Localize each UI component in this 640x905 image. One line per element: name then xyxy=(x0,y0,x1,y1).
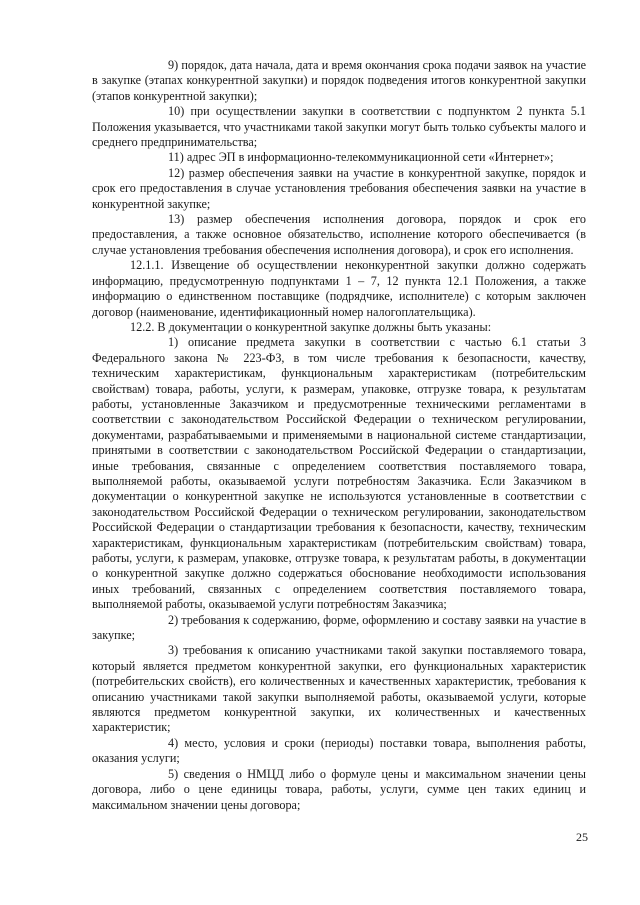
paragraph xyxy=(92,258,586,320)
item-number: 12.2. xyxy=(130,319,155,334)
item-number: 10) xyxy=(168,104,185,119)
item-text: Извещение об осуществлении неконкурентной закупки должно содержать информацию, предусмотренную подпунктами 1 – 7, 12 пункта 12.1 Положения, а также информацию о единственном поставщике (подрядчике, исполнителе) с которым заключен договор (наименование, идентификационный номер налогоплательщика). xyxy=(92,258,587,319)
item-number: 5) xyxy=(168,766,179,781)
paragraph xyxy=(92,58,586,104)
item-text: адрес ЭП в информационно-телекоммуникационной сети «Интернет»; xyxy=(186,150,554,165)
item-text: при осуществлении закупки в соответствии с подпунктом 2 пункта 5.1 Положения указывается, что участниками такой закупки могут быть только субъекты малого и среднего предпринимательства; xyxy=(92,104,587,150)
item-text: размер обеспечения заявки на участие в конкурентной закупке, порядок и срок его предоставления в случае установления требования обеспечения заявки на участие в конкурентной закупке; xyxy=(92,165,587,211)
item-text: размер обеспечения исполнения договора, порядок и срок его предоставления, а также основное обязательство, исполнение которого обеспечивается (в случае установления требования обеспечения исполнения договора), и срок его исполнения. xyxy=(92,212,586,257)
item-number: 1) xyxy=(168,335,179,350)
paragraph xyxy=(92,767,586,813)
paragraph xyxy=(92,212,586,258)
item-number: 11) xyxy=(168,150,184,165)
item-number: 9) xyxy=(168,58,179,72)
item-number: 3) xyxy=(168,643,179,658)
item-text: сведения о НМЦД либо о формуле цены и максимальном значении цены договора, либо о цене единицы товара, работы, услуги, сумме цен таких единиц и максимальном значении цены договора; xyxy=(92,766,586,812)
paragraph xyxy=(92,736,586,767)
paragraph xyxy=(92,104,586,150)
paragraph xyxy=(92,335,586,612)
item-text: порядок, дата начала, дата и время окончания срока подачи заявок на участие в закупке (этапах конкурентной закупки) и порядок подведения итогов конкурентной закупки (этапов конкурентной закупки); xyxy=(92,58,587,103)
item-number: 2) xyxy=(168,612,179,627)
item-number: 12.1.1. xyxy=(130,258,164,273)
page-number: 25 xyxy=(576,830,588,844)
item-text: требования к содержанию, форме, оформлению и составу заявки на участие в закупке; xyxy=(92,612,586,643)
item-text: описание предмета закупки в соответствии с частью 6.1 статьи 3 Федерального закона № 223-ФЗ, в том числе требования к безопасности, качеству, техническим характеристикам, функциональным характеристикам (потребительским свойствам) товара, работы, услуги, к размерам, упаковке, отгрузке товара, к результатам работы, установленные Заказчиком и предусмотренные техническими регламентами в соответствии с законодательством Российской Федерации о техническом регулировании, документами, разрабатываемыми и применяемыми в национальной системе стандартизации, принятыми в соответствии с законодательством Российской Федерации о стандартизации, иные требования, связанные с определением соответствия поставляемого товара, выполняемой работы, оказываемой услуги потребностям Заказчика. Если Заказчиком в документации о конкурентной закупке не используются установленные в соответствии с законодательством Российской Федерации о техническом регулировании, законодательством Российской Федерации о стандартизации требования к безопасности, качеству, техническим характеристикам, функциональным характеристикам (потребительским свойствам) товара, работы, услуги, к размерам, упаковке, отгрузке товара, к результатам работы, в документации о конкурентной закупке должно содержаться обоснование необходимости использования иных требований, связанных с определением соответствия поставляемого товара, выполняемой работы, оказываемой услуги потребностям Заказчика; xyxy=(92,335,587,612)
item-number: 12) xyxy=(168,165,185,180)
item-number: 4) xyxy=(168,735,179,750)
paragraph xyxy=(92,150,586,165)
paragraph xyxy=(92,613,586,644)
item-number: 13) xyxy=(168,212,185,227)
item-text: В документации о конкурентной закупке должны быть указаны: xyxy=(157,319,492,334)
paragraph xyxy=(92,166,586,212)
paragraph xyxy=(92,320,586,335)
document-body xyxy=(92,58,586,813)
item-text: требования к описанию участниками такой закупки поставляемого товара, который является предметом конкурентной закупки, его функциональных характеристик (потребительских свойств), его количественных и качественных характеристик, требования к описанию участниками такой закупки выполняемой работы, оказываемой услуги, которые являются предметом конкурентной закупки, их количественных и качественных характеристик; xyxy=(92,643,587,735)
item-text: место, условия и сроки (периоды) поставки товара, выполнения работы, оказания услуги; xyxy=(92,735,587,766)
paragraph xyxy=(92,643,586,735)
